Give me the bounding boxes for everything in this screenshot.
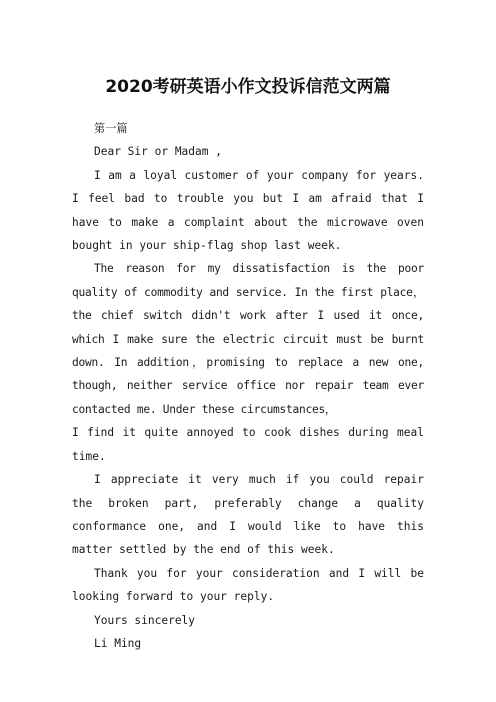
section-label: 第一篇 bbox=[94, 122, 128, 135]
salutation: Dear Sir or Madam , bbox=[94, 145, 222, 159]
paragraph-2: The reason for my dissatisfaction is the poor quality of commodity and service. In the first place，the chief switch didn't work after I used it once, which I make sure the electric circuit must be burnt down. In addition，promising to replace a new one, though, neither service office nor repair team ever contacted me. Under these circumstances， bbox=[72, 262, 424, 416]
paragraph-2-continuation: I find it quite annoyed to cook dishes during meal time. bbox=[72, 426, 424, 463]
paragraph-3: I appreciate it very much if you could repair the broken part, preferably change a quality conformance one, and I would like to have this matter settled by the end of this week. bbox=[72, 473, 424, 557]
letter-body bbox=[72, 117, 424, 655]
paragraph-1: I am a loyal customer of your company for years. I feel bad to trouble you but I am afraid that I have to make a complaint about the microwave oven bought in your ship-flag shop last week. bbox=[72, 168, 424, 253]
signature: Li Ming bbox=[94, 636, 142, 650]
document-title: 2020考研英语小作文投诉信范文两篇 bbox=[105, 77, 391, 97]
paragraph-4: Thank you for your consideration and I will be looking forward to your reply. bbox=[72, 566, 424, 604]
closing: Yours sincerely bbox=[94, 613, 196, 627]
